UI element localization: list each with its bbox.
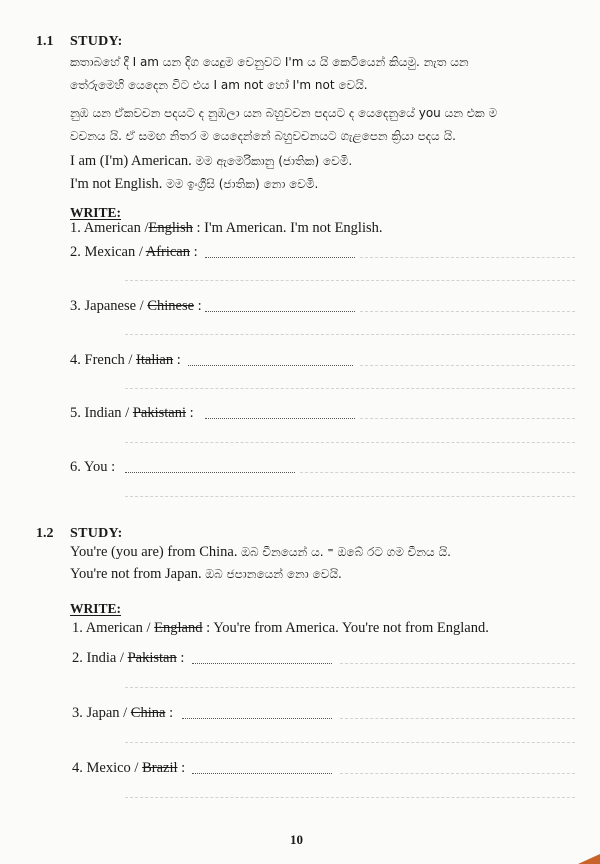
answer-line-faint [340,663,575,664]
example-2-sinhala: මම ඉංග්‍රීසි (ජාතික) නො වෙමි. [166,177,319,191]
item-answer: : I'm American. I'm not English. [196,220,383,236]
answer-line-faint [360,311,575,312]
answer-line-faint [125,334,575,335]
item-number: 5. [70,405,81,421]
item-prompt: American / [85,620,151,636]
answer-line-faint [125,442,575,443]
item-struck-word: China [130,705,166,721]
item-number: 4. [72,760,83,776]
write-item-1-4 [70,352,181,369]
instruction-para1-line2: තේරුමෙහි යෙදෙන විට එය I am not හෝ I'm not වෙයි. [70,78,368,92]
section-number-1-1: 1.1 [36,34,54,49]
page-number: 10 [290,832,303,847]
answer-line[interactable] [205,418,355,419]
item-colon: : [197,298,202,314]
answer-line-faint [125,797,575,798]
answer-line-faint [340,773,575,774]
example-1-sinhala: මම ඇමෙරිකානු (ජාතික) වෙමි. [195,154,353,168]
write-item-1-6 [70,459,115,476]
item-prompt: You [83,459,108,475]
write-item-1-5 [70,405,194,422]
item-number: 2. [70,244,81,260]
item-prompt: Mexico / [86,760,139,776]
study-heading-2: STUDY: [70,526,123,541]
item-number: 1. [72,620,83,636]
answer-line-faint [300,472,575,473]
example-2 [70,176,318,193]
page-corner-mark [578,854,600,864]
instruction-para2-line2: වචනය යි. ඒ සමඟ නිතර ම යෙදෙන්නේ බහුවචනයට ගැළපෙන ක්‍රියා පදය යි. [70,129,456,143]
item-struck-word: African [145,244,190,260]
answer-line-faint [125,388,575,389]
answer-line[interactable] [192,663,332,664]
write-heading-1: WRITE: [70,205,122,220]
write-item-2-3 [72,705,173,722]
item-prompt: Indian / [84,405,130,421]
item-number: 3. [70,298,81,314]
example-1 [70,153,352,170]
item-prompt: Japanese / [84,298,144,314]
instruction-para1-line1: කතාබහේ දී I am යන දිග යෙදුම වෙනුවට I'm ය යි කෙටියෙන් කියමු. නැත යන [70,55,469,69]
item-answer: : You're from America. You're not from England. [206,620,489,636]
instruction-para2-line1: නුඹ යන ඒකවචන පදයට ද නුඹලා යන බහුවචන පදයට ද යෙදෙනුයේ you යන එක ම [70,106,498,120]
item-colon: : [169,705,174,721]
item-number: 2. [72,650,83,666]
item-struck-word: England [154,620,203,636]
write-item-1-2 [70,244,198,261]
answer-line[interactable] [192,773,332,774]
item-struck-word: Brazil [142,760,178,776]
answer-line-faint [125,687,575,688]
item-number: 4. [70,352,81,368]
answer-line-faint [125,742,575,743]
item-struck-word: English [148,220,193,236]
answer-line-faint [340,718,575,719]
item-prompt: Japan / [86,705,128,721]
study-heading-1: STUDY: [70,34,123,49]
answer-line-faint [360,365,575,366]
write-item-1-1 [70,220,383,237]
item-struck-word: Chinese [147,298,195,314]
item-number: 3. [72,705,83,721]
answer-line-faint [125,280,575,281]
write-item-2-2 [72,650,184,667]
item-prompt: American / [83,220,149,236]
item-struck-word: Pakistan [127,650,177,666]
item-colon: : [176,352,181,368]
item-colon: : [193,244,198,260]
write-item-2-4 [72,760,185,777]
example-4-sinhala: ඔබ ජපානයෙන් නො වෙයි. [205,567,342,581]
answer-line-faint [360,418,575,419]
item-struck-word: Pakistani [132,405,186,421]
example-2-english: I'm not English. [70,176,163,192]
answer-line[interactable] [125,472,295,473]
answer-line-faint [360,257,575,258]
answer-line-faint [125,496,575,497]
write-item-1-3 [70,298,202,315]
answer-line[interactable] [188,365,353,366]
example-4-english: You're not from Japan. [70,566,202,582]
item-colon: : [111,459,116,475]
item-struck-word: Italian [136,352,174,368]
example-3-english: You're (you are) from China. [70,544,238,560]
item-number: 1. [70,220,81,236]
example-1-english: I am (I'm) American. [70,153,192,169]
item-colon: : [181,760,186,776]
example-3 [70,544,451,561]
section-number-1-2: 1.2 [36,526,54,541]
item-prompt: French / [84,352,133,368]
write-heading-2: WRITE: [70,601,122,616]
item-colon: : [189,405,194,421]
example-4 [70,566,342,583]
item-number: 6. [70,459,81,475]
answer-line[interactable] [182,718,332,719]
item-colon: : [180,650,185,666]
write-item-2-1 [72,620,489,637]
answer-line[interactable] [205,311,355,312]
example-3-sinhala: ඔබ චීනයෙන් ය. ⁼ ඔබේ රට ගම චීනය යි. [241,545,451,559]
item-prompt: India / [86,650,124,666]
item-prompt: Mexican / [84,244,143,260]
answer-line[interactable] [205,257,355,258]
